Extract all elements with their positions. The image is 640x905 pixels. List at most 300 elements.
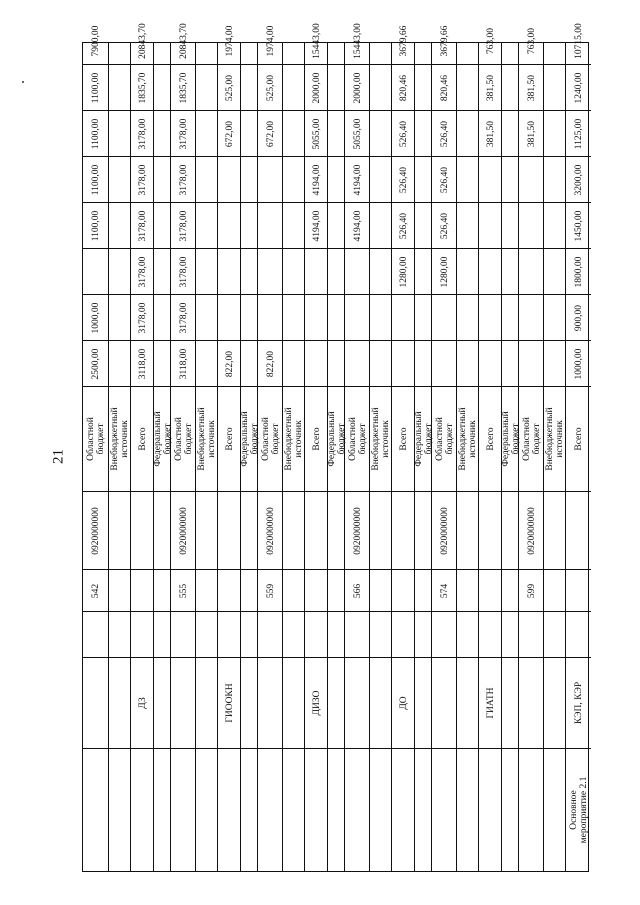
table-cell [154, 386, 171, 491]
table-cell [218, 64, 241, 110]
table-cell [392, 569, 415, 611]
table-cell [196, 17, 218, 64]
cell-text: 1835,70 [137, 72, 148, 103]
table-cell [305, 491, 328, 569]
table-cell [432, 657, 457, 748]
table-cell [544, 64, 566, 110]
table-cell [83, 491, 108, 569]
cell-text: Всего [398, 427, 409, 451]
table-cell [241, 748, 258, 871]
table-cell [502, 202, 519, 248]
cell-text: 672,00 [265, 120, 276, 147]
table-cell [154, 657, 171, 748]
table-cell [305, 569, 328, 611]
cell-text: 763,00 [485, 27, 496, 54]
cell-text: 15443,00 [311, 22, 322, 59]
table-cell [196, 202, 218, 248]
table-cell [171, 657, 196, 748]
table-cell [345, 17, 370, 64]
table-row [239, 43, 260, 871]
table-cell [283, 657, 305, 748]
table-cell [283, 611, 305, 657]
table-cell [196, 386, 218, 491]
table-cell [370, 110, 392, 156]
table-cell [131, 110, 154, 156]
cell-text: 1835,70 [178, 72, 189, 103]
table-cell [218, 248, 241, 294]
table-cell [241, 110, 258, 156]
table-cell [544, 110, 566, 156]
cell-text: Внебюджетный источник [371, 407, 391, 471]
table-cell [305, 64, 328, 110]
table-cell [328, 657, 345, 748]
table-cell [415, 110, 432, 156]
table-cell [457, 491, 479, 569]
table-cell [283, 491, 305, 569]
table-cell [83, 657, 108, 748]
table-cell [345, 386, 370, 491]
cell-text: Областной бюджет [260, 417, 281, 461]
table-cell [392, 248, 415, 294]
table-cell [328, 491, 345, 569]
table-cell [283, 386, 305, 491]
table-cell [502, 569, 519, 611]
table-cell [457, 340, 479, 386]
table-cell [218, 202, 241, 248]
table-cell [83, 202, 108, 248]
table-cell [415, 491, 432, 569]
table-cell [566, 110, 591, 156]
table-cell [218, 294, 241, 340]
table-cell [544, 748, 566, 871]
table-cell [109, 386, 131, 491]
table-cell [109, 340, 131, 386]
table-cell [479, 386, 502, 491]
table-cell [519, 340, 544, 386]
table-cell [502, 156, 519, 202]
cell-text: 4194,00 [352, 164, 363, 195]
table-cell [109, 748, 131, 871]
table-cell [109, 202, 131, 248]
table-cell [258, 248, 283, 294]
table-cell [305, 110, 328, 156]
cell-text: 0920000000 [178, 506, 189, 555]
table-cell [392, 748, 415, 871]
table-cell [479, 340, 502, 386]
table-cell [241, 491, 258, 569]
cell-text: 559 [265, 583, 276, 598]
cell-text: 3178,00 [178, 210, 189, 241]
table-cell [566, 491, 591, 569]
table-cell [392, 340, 415, 386]
cell-text: 1125,00 [573, 118, 584, 149]
table-cell [415, 340, 432, 386]
cell-text: Всего [311, 427, 322, 451]
table-cell [328, 202, 345, 248]
table-cell [328, 64, 345, 110]
table-cell [154, 248, 171, 294]
table-cell [171, 202, 196, 248]
table-cell [171, 156, 196, 202]
table-cell [241, 156, 258, 202]
table-cell [370, 491, 392, 569]
table-cell [258, 110, 283, 156]
table-row [195, 43, 217, 871]
table-cell [328, 748, 345, 871]
cell-text: 4194,00 [311, 164, 322, 195]
cell-text: 1100,00 [90, 210, 101, 241]
cell-text: 7900,00 [90, 25, 101, 56]
cell-text: 3679,66 [398, 25, 409, 56]
table-cell [196, 156, 218, 202]
cell-text: 526,40 [439, 212, 450, 239]
table-cell [502, 611, 519, 657]
cell-text: ДЗ [137, 697, 148, 709]
table-cell [345, 294, 370, 340]
table-cell [415, 64, 432, 110]
table-cell [328, 110, 345, 156]
cell-text: 381,50 [526, 74, 537, 101]
table-cell [415, 294, 432, 340]
cell-text: 3178,00 [178, 302, 189, 333]
table-cell [83, 156, 108, 202]
table-cell [519, 294, 544, 340]
cell-text: 3178,00 [137, 164, 148, 195]
table-cell [415, 156, 432, 202]
cell-text: 4194,00 [352, 210, 363, 241]
table-cell [502, 110, 519, 156]
cell-text: Всего [485, 427, 496, 451]
table-cell [457, 611, 479, 657]
table-cell [392, 17, 415, 64]
table-cell [258, 569, 283, 611]
cell-text: Всего [224, 427, 235, 451]
table-cell [283, 202, 305, 248]
cell-text: 1280,00 [439, 256, 450, 287]
table-cell [305, 657, 328, 748]
cell-text: Областной бюджет [173, 417, 194, 461]
table-cell [566, 294, 591, 340]
table-row [326, 43, 347, 871]
table-cell [283, 748, 305, 871]
table-cell [479, 64, 502, 110]
table-cell [479, 569, 502, 611]
table-cell [218, 657, 241, 748]
table-cell [109, 156, 131, 202]
cell-text: 900,00 [573, 304, 584, 331]
table-cell [328, 340, 345, 386]
table-row [257, 25, 282, 871]
table-cell [258, 64, 283, 110]
cell-text: 1450,00 [573, 210, 584, 241]
table-cell [109, 17, 131, 64]
table-cell [241, 248, 258, 294]
table-cell [171, 248, 196, 294]
table-cell [305, 17, 328, 64]
table-row [304, 22, 327, 871]
table-cell [370, 202, 392, 248]
table-cell [283, 248, 305, 294]
table-cell [392, 386, 415, 491]
table-cell [131, 657, 154, 748]
table-cell [457, 386, 479, 491]
table-cell [415, 386, 432, 491]
table-cell [283, 156, 305, 202]
cell-text: 526,40 [439, 120, 450, 147]
table-row [217, 25, 240, 871]
cell-text: 381,50 [485, 120, 496, 147]
table-row [391, 25, 414, 871]
table-cell [479, 202, 502, 248]
cell-text: 3178,00 [137, 210, 148, 241]
cell-text: 566 [352, 583, 363, 598]
cell-text: 526,40 [398, 212, 409, 239]
table-cell [519, 156, 544, 202]
table-cell [131, 17, 154, 64]
table-cell [131, 748, 154, 871]
cell-text: Всего [137, 427, 148, 451]
table-cell [432, 64, 457, 110]
table-cell [479, 110, 502, 156]
cell-text: 1974,00 [224, 25, 235, 56]
table-cell [370, 64, 392, 110]
table-cell [241, 611, 258, 657]
table-cell [171, 569, 196, 611]
cell-text: 2500,00 [90, 348, 101, 379]
table-cell [544, 294, 566, 340]
table-cell [345, 110, 370, 156]
table-cell [218, 748, 241, 871]
table-cell [432, 611, 457, 657]
cell-text: 1000,00 [573, 348, 584, 379]
table-row [500, 43, 521, 871]
table-cell [283, 340, 305, 386]
cell-text: 0920000000 [90, 506, 101, 555]
table-cell [218, 156, 241, 202]
table-cell [457, 748, 479, 871]
cell-text: 0920000000 [526, 506, 537, 555]
table-cell [83, 340, 108, 386]
table-cell [283, 569, 305, 611]
table-cell [432, 569, 457, 611]
table-cell [502, 248, 519, 294]
table-cell [83, 569, 108, 611]
table-cell [345, 611, 370, 657]
cell-text: 5055,00 [311, 118, 322, 149]
table-cell [131, 156, 154, 202]
table-cell [131, 611, 154, 657]
table-cell [392, 202, 415, 248]
table-cell [328, 17, 345, 64]
table-cell [519, 386, 544, 491]
table-cell [345, 202, 370, 248]
table-cell [305, 386, 328, 491]
table-cell [328, 248, 345, 294]
cell-text: Федеральный бюджет [326, 411, 347, 467]
cell-text: 3118,00 [178, 348, 189, 379]
cell-text: 526,40 [439, 166, 450, 193]
table-cell [171, 386, 196, 491]
table-cell [345, 657, 370, 748]
cell-text: КЭП, КЭР [573, 681, 584, 725]
table-cell [171, 110, 196, 156]
table-cell [328, 611, 345, 657]
cell-text: 822,00 [224, 350, 235, 377]
cell-text: 1000,00 [90, 302, 101, 333]
table-cell [154, 491, 171, 569]
table-cell [258, 491, 283, 569]
table-cell [131, 340, 154, 386]
cell-text: 3178,00 [137, 302, 148, 333]
table-cell [479, 156, 502, 202]
table-cell [392, 156, 415, 202]
table-cell [432, 110, 457, 156]
cell-text: 381,50 [485, 74, 496, 101]
table-row [152, 43, 173, 871]
table-cell [415, 17, 432, 64]
table-cell [109, 491, 131, 569]
table-cell [305, 294, 328, 340]
table-cell [432, 202, 457, 248]
table-cell [519, 202, 544, 248]
table-cell [109, 110, 131, 156]
table-cell [345, 340, 370, 386]
table-row [369, 43, 391, 871]
cell-text: Внебюджетный источник [458, 407, 478, 471]
table-cell [131, 569, 154, 611]
cell-text: 3118,00 [137, 348, 148, 379]
cell-text: ДИЗО [311, 690, 322, 716]
cell-text: 15443,00 [352, 22, 363, 59]
budget-table [82, 22, 589, 872]
table-cell [283, 294, 305, 340]
cell-text: 2000,00 [352, 72, 363, 103]
table-cell [519, 569, 544, 611]
table-cell [109, 248, 131, 294]
table-cell [196, 294, 218, 340]
table-cell [109, 64, 131, 110]
table-cell [154, 64, 171, 110]
table-cell [566, 64, 591, 110]
table-cell [544, 491, 566, 569]
table-row [518, 27, 543, 871]
table-cell [131, 64, 154, 110]
table-cell [171, 64, 196, 110]
table-cell [479, 611, 502, 657]
table-cell [370, 748, 392, 871]
table-cell [370, 294, 392, 340]
table-cell [241, 17, 258, 64]
table-cell [258, 340, 283, 386]
cell-text: 1280,00 [398, 256, 409, 287]
table-cell [502, 340, 519, 386]
table-cell [305, 202, 328, 248]
table-cell [544, 248, 566, 294]
cell-text: 0920000000 [352, 506, 363, 555]
table-cell [109, 657, 131, 748]
table-cell [83, 748, 108, 871]
table-cell [283, 110, 305, 156]
table-cell [432, 386, 457, 491]
cell-text: 820,46 [398, 74, 409, 101]
table-cell [432, 17, 457, 64]
cell-text: 542 [90, 583, 101, 598]
table-row [543, 43, 565, 871]
table-cell [457, 17, 479, 64]
table-cell [171, 294, 196, 340]
table-cell [345, 248, 370, 294]
table-cell [370, 248, 392, 294]
table-cell [566, 611, 591, 657]
table-cell [392, 611, 415, 657]
cell-text: 5055,00 [352, 118, 363, 149]
table-cell [305, 340, 328, 386]
table-cell [544, 657, 566, 748]
page-number: 21 [50, 449, 67, 464]
table-row [456, 43, 478, 871]
table-cell [258, 156, 283, 202]
cell-text: 555 [178, 583, 189, 598]
table-cell [171, 340, 196, 386]
table-cell [370, 17, 392, 64]
table-cell [258, 202, 283, 248]
cell-text: 3178,00 [137, 118, 148, 149]
table-cell [370, 340, 392, 386]
table-cell [519, 64, 544, 110]
table-cell [519, 110, 544, 156]
cell-text: 672,00 [224, 120, 235, 147]
table-cell [502, 64, 519, 110]
table-cell [432, 491, 457, 569]
cell-text: 1100,00 [90, 164, 101, 195]
table-cell [196, 64, 218, 110]
cell-text: Основное мероприятие 2.1 [568, 776, 589, 844]
table-cell [283, 17, 305, 64]
cell-text: 2000,00 [311, 72, 322, 103]
table-cell [258, 748, 283, 871]
cell-text: Областной бюджет [521, 417, 542, 461]
table-cell [392, 294, 415, 340]
table-row [83, 25, 108, 871]
table-cell [432, 156, 457, 202]
table-cell [415, 611, 432, 657]
table-row [413, 43, 434, 871]
cell-text: 574 [439, 583, 450, 598]
table-cell [131, 202, 154, 248]
cell-text: ГИАТН [485, 687, 496, 719]
table-cell [83, 294, 108, 340]
cell-text: 3178,00 [178, 118, 189, 149]
cell-text: 1100,00 [90, 72, 101, 103]
table-cell [502, 386, 519, 491]
table-cell [154, 17, 171, 64]
cell-text: 525,00 [224, 74, 235, 101]
table-cell [131, 294, 154, 340]
table-cell [479, 17, 502, 64]
table-cell [83, 611, 108, 657]
table-cell [370, 569, 392, 611]
table-cell [83, 17, 108, 64]
table-cell [109, 569, 131, 611]
cell-text: 525,00 [265, 74, 276, 101]
table-cell [566, 156, 591, 202]
table-cell [171, 611, 196, 657]
table-cell [457, 110, 479, 156]
table-cell [154, 294, 171, 340]
table-cell [258, 294, 283, 340]
table-cell [283, 64, 305, 110]
table-cell [345, 156, 370, 202]
